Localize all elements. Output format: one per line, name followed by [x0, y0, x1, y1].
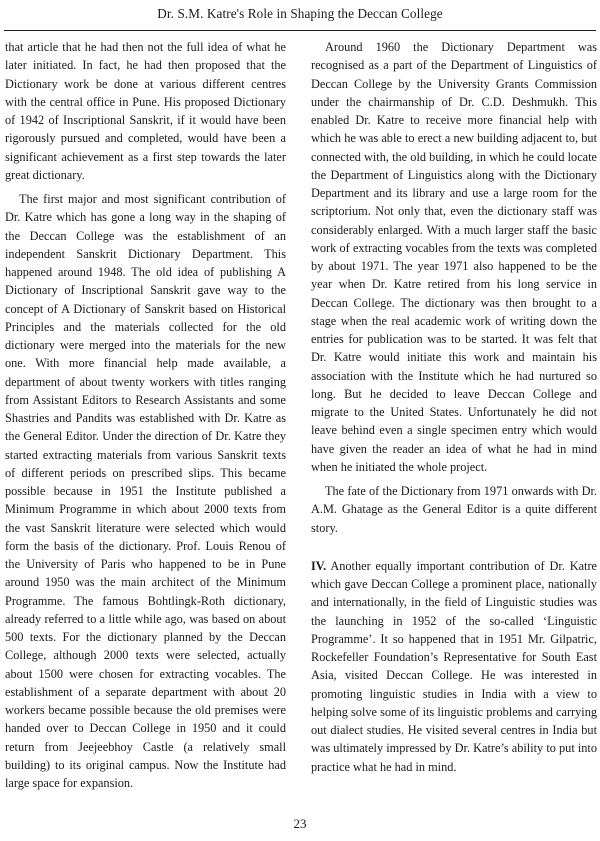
- running-head: Dr. S.M. Katre's Role in Shaping the Deccan College: [157, 6, 443, 21]
- left-column: [5, 38, 286, 792]
- section-iv-text: Another equally important contribution of Dr. Katre which gave Deccan College a prominent place, nationally and internationally, in the field of Linguistic studies was the launching in 1952 of the so-called ‘Linguistic Programme’. It so happened that in 1951 Mr. Gilpatric, Rockefeller Foundation’s Representative for South East Asia, visited Deccan College. He was interested in promoting linguistic studies in India with a view to helping solve some of its linguistic problems and carrying out dialect studies. He visited several centres in India but was ultimately impressed by Dr. Katre’s ability to put into practice what he had in mind.: [311, 558, 598, 774]
- left-paragraph-continued: that article that he had then not the full idea of what he later initiated. In fact, he had then proposed that the Dictionary work be done at various different centres with the central office in Pune. His proposed Dictionary of 1942 of Inscriptional Sanskrit, if it would have been rigorously pursued and completed, would have been a significant achievement as a first step towards the later great dictionary.: [5, 40, 286, 182]
- section-number: IV.: [311, 558, 327, 573]
- header-rule: [4, 30, 596, 31]
- page-number: 23: [293, 816, 307, 831]
- right-column: [311, 38, 597, 776]
- left-paragraph-dictionary-department: The first major and most significant contribution of Dr. Katre which has gone a long way in the shaping of the Deccan College was the establishment of an independent Sanskrit Dictionary Department. This happened around 1948. The old idea of publishing A Dictionary of Inscriptional Sanskrit gave way to the concept of A Dictionary of Sanskrit based on Historical Principles and the materials collected for the old dictionary were merged into the materials for the new one. With more financial help made available, a department of about twenty workers with titles ranging from Assistant Editors to Research Assistants and some Shastries and Pandits was established with Dr. Katre as the General Editor. Under the direction of Dr. Katre they started extracting materials from various Sanskrit texts of different periods on prescribed slips. This became possible because in 1951 the Institute published a Minimum Programme in which about 2000 texts from the vast Sanskrit literature were selected which would form the basis of the dictionary. Prof. Louis Renou of the University of Paris who happened to be in Pune around 1950 was the main architect of the Minimum Programme. The famous Bohtlingk-Roth dictionary, already referred to a little while ago, was based on about 500 texts. For the dictionary planned by the Deccan College, although 2000 texts were selected, actually about 1500 were chosen for extracting vocables. The establishment of a separate department with about 20 workers became possible because the old premises were handed over to Deccan College in 1950 and it could return from Jeejeebhoy Castle (a relatively small building) to its original campus. Now the Institute had large space for expansion.: [5, 192, 286, 790]
- right-paragraph-linguistics-department: Around 1960 the Dictionary Department was recognised as a part of the Department of Linguistics of Deccan College by the University Grants Commission under the chairmanship of Dr. C.D. Deshmukh. This enabled Dr. Katre to receive more financial help with which he was able to erect a new building adjacent to, but connected with, the old building, in which he could locate the Department of Linguistics along with the Dictionary Department and its library and use a large room for the scriptorium. Not only that, even the dictionary staff was considerably enlarged. With a much larger staff the basic work of extracting vocables from the texts was completed by about 1971. The year 1971 also happened to be the year when Dr. Katre retired from his long service in Deccan College. The dictionary was then brought to a stage when the real academic work of writing down the entries for publication was to be started. It was felt that Dr. Katre would initiate this work and maintain his association with the Institute which he had nurtured so long. But he decided to leave Deccan College and migrate to the United States. Unfortunately he did not leave behind even a single specimen entry which would have given the reader an idea of what he had in mind when he initiated the whole project.: [311, 40, 597, 474]
- right-paragraph-fate: The fate of the Dictionary from 1971 onwards with Dr. A.M. Ghatage as the General Editor is a quite different story.: [311, 484, 597, 535]
- section-iv-paragraph: [311, 557, 597, 776]
